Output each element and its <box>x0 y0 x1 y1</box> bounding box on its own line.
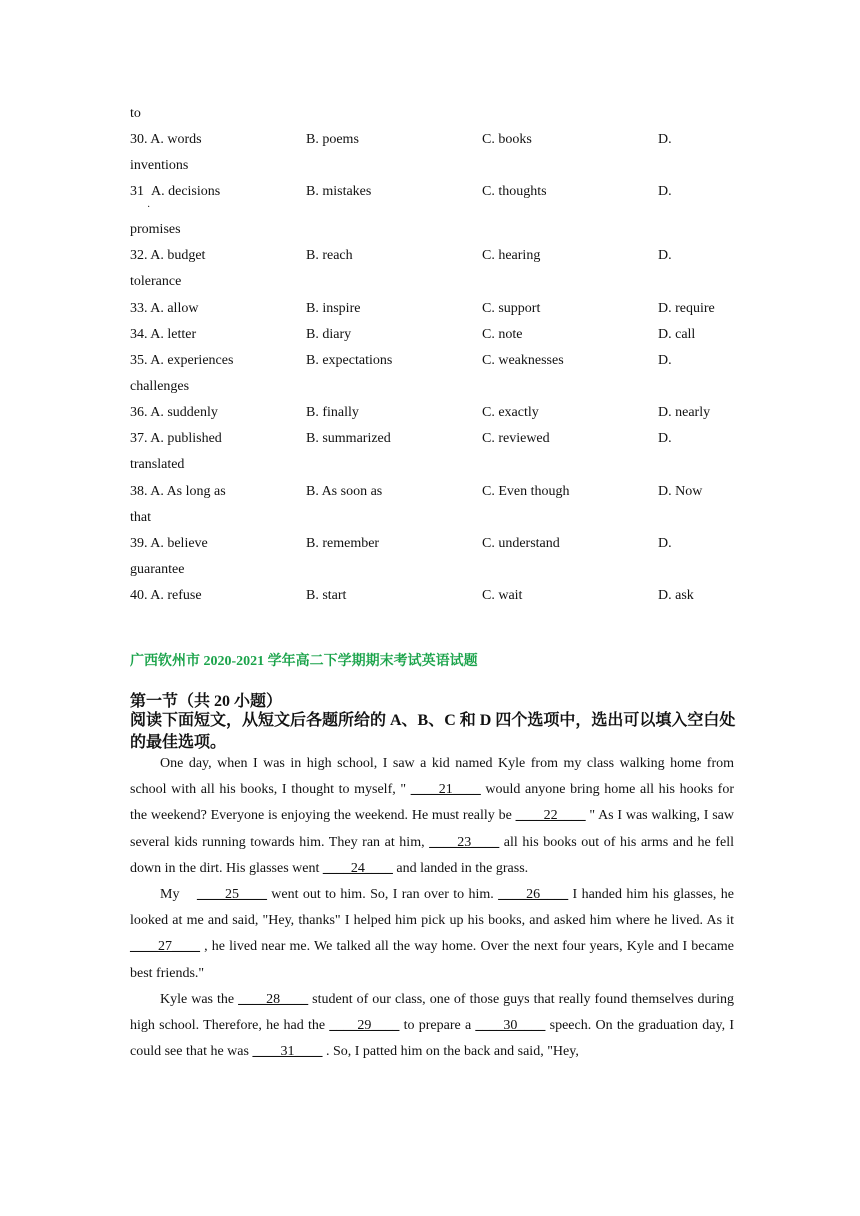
question-36-option-a: 36. A. suddenly <box>130 405 218 420</box>
question-40-option-d: D. ask <box>658 588 694 603</box>
blank-27: ____27____ <box>130 939 200 955</box>
question-33-option-c: C. support <box>482 301 541 316</box>
question-32-option-c: C. hearing <box>482 248 541 263</box>
question-38-option-c: C. Even though <box>482 484 570 499</box>
question-32-option-a: 32. A. budget <box>130 248 206 263</box>
question-31-option-d: D. <box>658 184 672 199</box>
blank-22: ____22____ <box>515 808 586 824</box>
question-40-option-a: 40. A. refuse <box>130 588 202 603</box>
question-40-option-b: B. start <box>306 588 347 603</box>
blank-30: ____30____ <box>475 1018 546 1034</box>
passage-paragraph-3: Kyle was the ____28____ student of our class, one of those guys that really found themselves during high school. Therefore, he had the ____29____ to prepare a ____30____ speech. On the graduation day, I could see that he was ____31____ . So, I patted him on the back and said, "Hey, <box>130 991 734 1060</box>
blank-25: ____25____ <box>196 887 267 903</box>
question-34-option-b: B. diary <box>306 327 352 342</box>
question-37-option-b: B. summarized <box>306 431 391 446</box>
question-31-option-a: 31 A. decisions <box>130 184 221 199</box>
question-32-option-d-text: tolerance <box>130 274 182 289</box>
stray-dot: · <box>147 202 151 213</box>
question-32-option-d: D. <box>658 248 672 263</box>
question-39-option-b: B. remember <box>306 536 380 551</box>
question-36-option-b: B. finally <box>306 405 359 420</box>
question-33-option-d: D. require <box>658 301 715 316</box>
passage-paragraph-2: My ____25____ went out to him. So, I ran over to him. ____26____ I handed him his glasses, he looked at me and said, "Hey, thanks" I helped him pick up his books, and asked him where he lived. As it ____27____ , he lived near me. We talked all the way home. Over the next four years, Kyle and I became best friends." <box>130 887 734 981</box>
blank-21: ____21____ <box>410 782 481 798</box>
blank-31: ____31____ <box>252 1044 323 1060</box>
question-37-option-a: 37. A. published <box>130 431 222 446</box>
question-30-option-d: D. <box>658 132 672 147</box>
question-34-option-d: D. call <box>658 327 696 342</box>
question-31-option-c: C. thoughts <box>482 184 547 199</box>
question-34-option-a: 34. A. letter <box>130 327 197 342</box>
question-30-option-a: 30. A. words <box>130 132 202 147</box>
question-35-option-d-text: challenges <box>130 379 190 394</box>
question-30-option-b: B. poems <box>306 132 359 147</box>
question-39-option-d: D. <box>658 536 672 551</box>
question-39-option-c: C. understand <box>482 536 560 551</box>
question-39-option-a: 39. A. believe <box>130 536 208 551</box>
blank-28: ____28____ <box>238 991 309 1007</box>
question-37-option-d: D. <box>658 431 672 446</box>
question-35-option-d: D. <box>658 353 672 368</box>
question-33-option-a: 33. A. allow <box>130 301 199 316</box>
question-30-option-d-text: inventions <box>130 158 189 173</box>
blank-29: ____29____ <box>329 1018 400 1034</box>
passage-paragraph-1: One day, when I was in high school, I saw a kid named Kyle from my class walking home from school with all his books, I thought to myself, " ____21____ would anyone bring home all his hooks for the weekend? Everyone is enjoying the weekend. He must really be ____22____ " As I was walking, I saw several kids running towards him. They ran at him, ____23____ all his books out of his arms and he fell down in the dirt. His glasses went ____24____ and landed in the grass. <box>130 756 735 876</box>
instructions: 阅读下面短文，从短文后各题所给的 A、B、C 和 D 四个选项中，选出可以填入空白处的最佳选项。 <box>130 712 736 751</box>
question-38-option-d-text: that <box>130 510 151 525</box>
question-39-option-d-text: guarantee <box>130 562 185 577</box>
question-35-option-a: 35. A. experiences <box>130 353 234 368</box>
question-34-option-c: C. note <box>482 327 523 342</box>
question-31-option-d-text: promises <box>130 222 181 237</box>
question-33-option-b: B. inspire <box>306 301 361 316</box>
question-31-option-b: B. mistakes <box>306 184 372 199</box>
question-36-option-c: C. exactly <box>482 405 539 420</box>
blank-23: ____23____ <box>429 834 500 850</box>
exam-heading: 广西钦州市 2020-2021 学年高二下学期期末考试英语试题 <box>130 654 478 669</box>
question-35-option-b: B. expectations <box>306 353 393 368</box>
question-38-option-a: 38. A. As long as <box>130 484 226 499</box>
question-36-option-d: D. nearly <box>658 405 711 420</box>
question-32-option-b: B. reach <box>306 248 353 263</box>
question-30-option-c: C. books <box>482 132 532 147</box>
question-37-option-c: C. reviewed <box>482 431 550 446</box>
question-38-option-b: B. As soon as <box>306 484 383 499</box>
passage <box>130 751 734 1065</box>
blank-24: ____24____ <box>322 860 393 876</box>
question-38-option-d: D. Now <box>658 484 703 499</box>
section-title: 第一节（共 20 小题） <box>130 693 283 710</box>
question-35-option-c: C. weaknesses <box>482 353 564 368</box>
blank-26: ____26____ <box>498 887 569 903</box>
question-40-option-c: C. wait <box>482 588 523 603</box>
question-37-option-d-text: translated <box>130 457 185 472</box>
continuation-text: to <box>130 106 141 121</box>
